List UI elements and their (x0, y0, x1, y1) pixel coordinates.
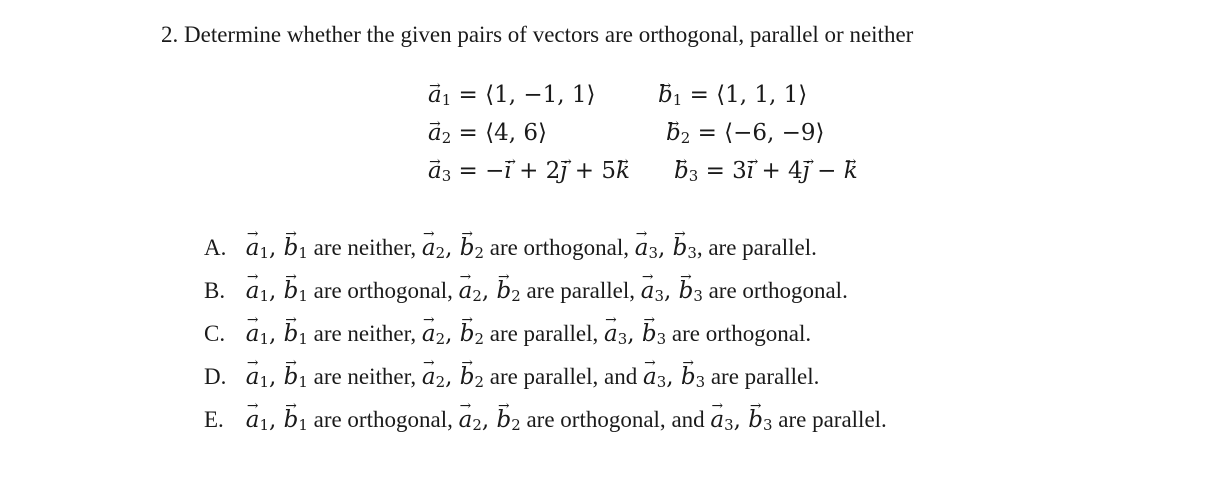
choice-c[interactable]: C. → $a_1$, → $b_1$ are neither, → $a_2$, → $b_2$ are parallel, → $a_3$, → $b_3$ are orthogonal. (204, 321, 887, 364)
choice-b[interactable]: B. → $a_1$, → $b_1$ are orthogonal, → $a_2$, → $b_2$ are parallel, → $a_3$, → $b_3$ are orthogonal. (204, 278, 887, 321)
choice-e-pair2-relation: are orthogonal, (526, 407, 666, 432)
choice-d-pair3-relation: are parallel. (710, 364, 820, 389)
choice-a[interactable]: A. → $a_1$, → $b_1$ are neither, → $a_2$, → $b_2$ are orthogonal, → $a_3$, → $b_3$, are parallel. (204, 235, 887, 278)
equation-b3: → $b_3 = 3\to i + 4\to j$ − → k (674, 152, 858, 195)
choice-b-pair3-relation: are orthogonal. (708, 278, 848, 303)
choice-a-pair3-relation: are parallel. (708, 235, 817, 260)
choice-a-pair2-relation: are orthogonal, (489, 235, 629, 260)
answer-choices (204, 235, 887, 450)
choice-e[interactable]: E. → $a_1$, → $b_1$ are orthogonal, → $a_2$, → $b_2$ are orthogonal, and → $a_3$, → $b_3$ are parallel. (204, 407, 887, 450)
choice-a-pair1-relation: are neither, (313, 235, 417, 260)
choice-a-comma: , (696, 235, 703, 260)
b1-value: ⟨1, 1, 1⟩ (716, 82, 808, 108)
choice-letter: E. (204, 407, 224, 432)
choice-c-pair2-relation: are parallel, (489, 321, 599, 346)
b2-value: ⟨−6, −9⟩ (724, 120, 825, 146)
equation-a3: → $a_3$ = −→ i + 2→ j + 5→ k (428, 152, 630, 195)
choice-c-pair3-relation: are orthogonal. (671, 321, 812, 346)
a2-value: ⟨4, 6⟩ (485, 120, 547, 146)
choice-d-and: and (604, 364, 638, 389)
a1-value: ⟨1, −1, 1⟩ (485, 82, 596, 108)
choice-e-and: and (671, 407, 705, 432)
question-number: 2. (161, 22, 179, 47)
choice-d-pair1-relation: are neither, (313, 364, 417, 389)
equation-a1: → $a_1$ = ⟨1, −1, 1⟩ (428, 76, 596, 119)
choice-c-pair1-relation: are neither, (313, 321, 417, 346)
question-text: Determine whether the given pairs of vectors are orthogonal, parallel or neither (184, 22, 914, 47)
equation-a2: → $a_2$ = ⟨4, 6⟩ (428, 114, 547, 157)
choice-letter: D. (204, 364, 227, 389)
choice-e-pair3-relation: are parallel. (778, 407, 887, 432)
question-prompt (161, 22, 913, 48)
choice-d[interactable]: D. → $a_1$, → $b_1$ are neither, → $a_2$, → $b_2$ are parallel, and → $a_3$, → $b_3$ are parallel. (204, 364, 887, 407)
choice-letter: B. (204, 278, 226, 303)
equation-b1: → $b_1$ = ⟨1, 1, 1⟩ (658, 76, 807, 119)
choice-b-pair1-relation: are orthogonal, (313, 278, 453, 303)
choice-d-pair2-relation: are parallel, (489, 364, 599, 389)
choice-letter: C. (204, 321, 226, 346)
choice-b-pair2-relation: are parallel, (526, 278, 635, 303)
equation-b2: → $b_2$ = ⟨−6, −9⟩ (666, 114, 825, 157)
choice-letter: A. (204, 235, 227, 260)
choice-e-pair1-relation: are orthogonal, (313, 407, 453, 432)
